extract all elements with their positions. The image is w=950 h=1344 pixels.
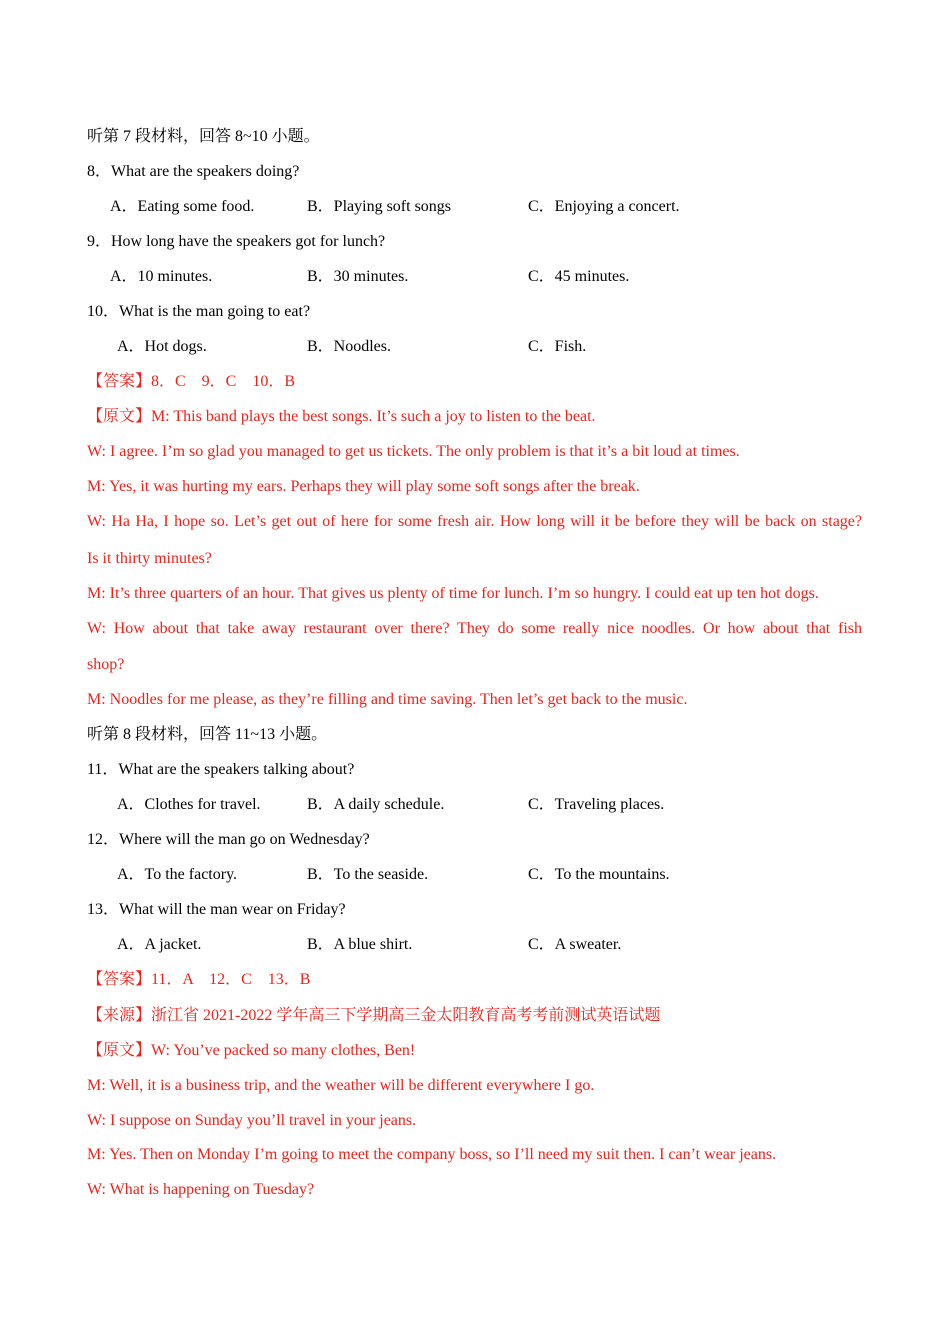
transcript-line: M: It’s three quarters of an hour. That gives us plenty of time for lunch. I’m so hungry. I could eat up ten hot dogs. bbox=[87, 585, 819, 602]
source-line: 【来源】浙江省 2021-2022 学年高三下学期高三金太阳教育高考考前测试英语试题 bbox=[87, 1007, 661, 1024]
transcript-line: 【原文】W: You’ve packed so many clothes, Ben! bbox=[87, 1042, 416, 1059]
option-a: A．Eating some food. bbox=[110, 198, 255, 215]
option-c: C．45 minutes. bbox=[528, 268, 630, 285]
question-12: 12．Where will the man go on Wednesday? bbox=[87, 831, 370, 848]
transcript-line: M: Well, it is a business trip, and the weather will be different everywhere I go. bbox=[87, 1077, 595, 1094]
option-b: B．A blue shirt. bbox=[307, 936, 413, 953]
transcript-line: W: How about that take away restaurant over there? They do some really nice noodles. Or how about that fish bbox=[87, 620, 862, 637]
option-b: B．A daily schedule. bbox=[307, 796, 445, 813]
transcript-line: shop? bbox=[87, 656, 125, 673]
question-8: 8．What are the speakers doing? bbox=[87, 163, 300, 180]
transcript-line: Is it thirty minutes? bbox=[87, 550, 212, 567]
option-a: A．Clothes for travel. bbox=[117, 796, 261, 813]
answer-key: 【答案】8．C 9．C 10．B bbox=[87, 373, 296, 390]
option-a: A．A jacket. bbox=[117, 936, 202, 953]
transcript-line: W: What is happening on Tuesday? bbox=[87, 1181, 315, 1198]
section-intro: 听第 8 段材料，回答 11~13 小题。 bbox=[87, 726, 328, 743]
option-c: C．Traveling places. bbox=[528, 796, 665, 813]
question-11: 11．What are the speakers talking about? bbox=[87, 761, 355, 778]
transcript-line: W: I suppose on Sunday you’ll travel in your jeans. bbox=[87, 1112, 417, 1129]
option-a: A．To the factory. bbox=[117, 866, 238, 883]
option-c: C．Fish. bbox=[528, 338, 587, 355]
transcript-line: 【原文】M: This band plays the best songs. It’s such a joy to listen to the beat. bbox=[87, 408, 596, 425]
question-10: 10．What is the man going to eat? bbox=[87, 303, 311, 320]
option-a: A．10 minutes. bbox=[110, 268, 213, 285]
option-b: B．Playing soft songs bbox=[307, 198, 452, 215]
section-intro: 听第 7 段材料，回答 8~10 小题。 bbox=[87, 128, 320, 145]
option-c: C．To the mountains. bbox=[528, 866, 670, 883]
transcript-line: W: I agree. I’m so glad you managed to get us tickets. The only problem is that it’s a bit loud at times. bbox=[87, 443, 740, 460]
option-a: A．Hot dogs. bbox=[117, 338, 207, 355]
transcript-line: M: Yes. Then on Monday I’m going to meet the company boss, so I’ll need my suit then. I can’t wear jeans. bbox=[87, 1146, 777, 1163]
transcript-line: M: Yes, it was hurting my ears. Perhaps they will play some soft songs after the break. bbox=[87, 478, 640, 495]
transcript-line: M: Noodles for me please, as they’re filling and time saving. Then let’s get back to the music. bbox=[87, 691, 688, 708]
option-b: B．Noodles. bbox=[307, 338, 392, 355]
option-c: C．A sweater. bbox=[528, 936, 622, 953]
option-b: B．To the seaside. bbox=[307, 866, 429, 883]
option-c: C．Enjoying a concert. bbox=[528, 198, 680, 215]
transcript-line: W: Ha Ha, I hope so. Let’s get out of here for some fresh air. How long will it be before they will be back on stage? bbox=[87, 513, 862, 530]
question-9: 9．How long have the speakers got for lunch? bbox=[87, 233, 386, 250]
question-13: 13．What will the man wear on Friday? bbox=[87, 901, 346, 918]
option-b: B．30 minutes. bbox=[307, 268, 409, 285]
answer-key: 【答案】11．A 12．C 13．B bbox=[87, 971, 311, 988]
